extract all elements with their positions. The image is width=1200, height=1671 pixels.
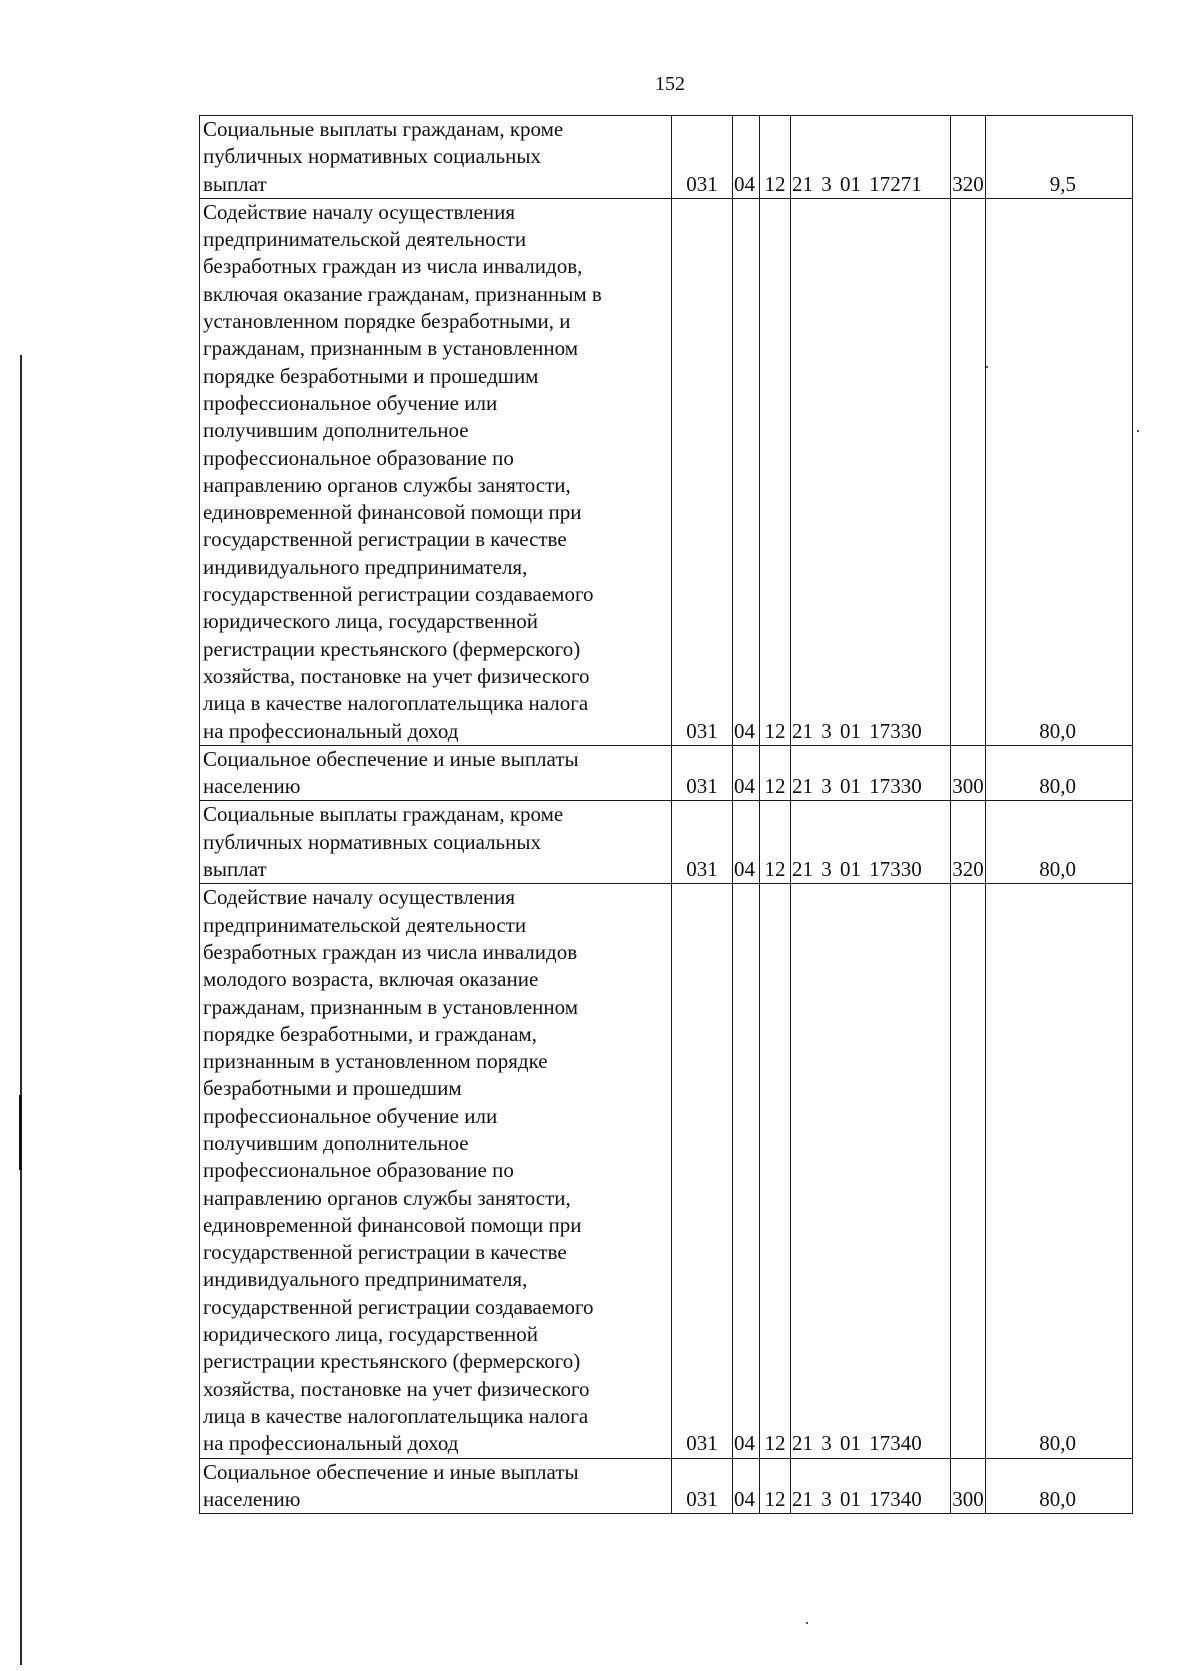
budget-table <box>199 115 1133 1514</box>
table-row <box>200 801 1133 884</box>
amount: 80,0 <box>986 198 1133 745</box>
expense-name: Социальные выплаты гражданам, кроме публичных нормативных социальных выплат <box>200 116 672 199</box>
subsection-code: 12 <box>760 198 791 745</box>
table-row <box>200 745 1133 801</box>
ministry-code: 031 <box>672 801 733 884</box>
ministry-code: 031 <box>672 884 733 1458</box>
amount: 9,5 <box>986 116 1133 199</box>
target-article-code: 21 3 01 17330 <box>791 198 951 745</box>
expense-name: Социальное обеспечение и иные выплаты населению <box>200 745 672 801</box>
table-row <box>200 884 1133 1458</box>
section-code: 04 <box>733 801 760 884</box>
scan-speck <box>1137 430 1139 432</box>
section-code: 04 <box>733 884 760 1458</box>
amount: 80,0 <box>986 745 1133 801</box>
expense-kind-code <box>951 884 986 1458</box>
ministry-code: 031 <box>672 116 733 199</box>
target-article-code: 21 3 01 17330 <box>791 801 951 884</box>
table-row <box>200 116 1133 199</box>
expense-name: Содействие началу осуществления предпринимательской деятельности безработных граждан из числа инвалидов, включая оказание гражданам, признанным в установленном порядке безработными, и гражданам, признанным в установленном порядке безработными и прошедшим профессиональное обучение или получившим дополнительное профессиональное образование по направлению органов службы занятости, единовременной финансовой помощи при государственной регистрации в качестве индивидуального предпринимателя, государственной регистрации создаваемого юридического лица, государственной регистрации крестьянского (фермерского) хозяйства, постановке на учет физического лица в качестве налогоплательщика налога на профессиональный доход <box>200 198 672 745</box>
expense-kind-code: 320 <box>951 801 986 884</box>
subsection-code: 12 <box>760 745 791 801</box>
expense-kind-code <box>951 198 986 745</box>
amount: 80,0 <box>986 884 1133 1458</box>
ministry-code: 031 <box>672 1458 733 1514</box>
subsection-code: 12 <box>760 884 791 1458</box>
section-code: 04 <box>733 1458 760 1514</box>
expense-name: Содействие началу осуществления предпринимательской деятельности безработных граждан из числа инвалидов молодого возраста, включая оказание гражданам, признанным в установленном порядке безработными, и гражданам, признанным в установленном порядке безработными и прошедшим профессиональное обучение или получившим дополнительное профессиональное образование по направлению органов службы занятости, единовременной финансовой помощи при государственной регистрации в качестве индивидуального предпринимателя, государственной регистрации создаваемого юридического лица, государственной регистрации крестьянского (фермерского) хозяйства, постановке на учет физического лица в качестве налогоплательщика налога на профессиональный доход <box>200 884 672 1458</box>
scan-edge-blot <box>19 1095 22 1170</box>
subsection-code: 12 <box>760 1458 791 1514</box>
target-article-code: 21 3 01 17340 <box>791 884 951 1458</box>
section-code: 04 <box>733 116 760 199</box>
target-article-code: 21 3 01 17340 <box>791 1458 951 1514</box>
section-code: 04 <box>733 198 760 745</box>
section-code: 04 <box>733 745 760 801</box>
amount: 80,0 <box>986 1458 1133 1514</box>
scan-speck <box>986 366 988 368</box>
target-article-code: 21 3 01 17330 <box>791 745 951 801</box>
expense-name: Социальное обеспечение и иные выплаты населению <box>200 1458 672 1514</box>
expense-kind-code: 300 <box>951 1458 986 1514</box>
table-row <box>200 198 1133 745</box>
table-row <box>200 1458 1133 1514</box>
ministry-code: 031 <box>672 745 733 801</box>
expense-kind-code: 300 <box>951 745 986 801</box>
expense-kind-code: 320 <box>951 116 986 199</box>
subsection-code: 12 <box>760 801 791 884</box>
expense-name: Социальные выплаты гражданам, кроме публичных нормативных социальных выплат <box>200 801 672 884</box>
target-article-code: 21 3 01 17271 <box>791 116 951 199</box>
page-number: 152 <box>655 73 685 95</box>
scan-edge-line <box>20 355 22 1665</box>
subsection-code: 12 <box>760 116 791 199</box>
ministry-code: 031 <box>672 198 733 745</box>
amount: 80,0 <box>986 801 1133 884</box>
scan-speck <box>806 1622 808 1624</box>
